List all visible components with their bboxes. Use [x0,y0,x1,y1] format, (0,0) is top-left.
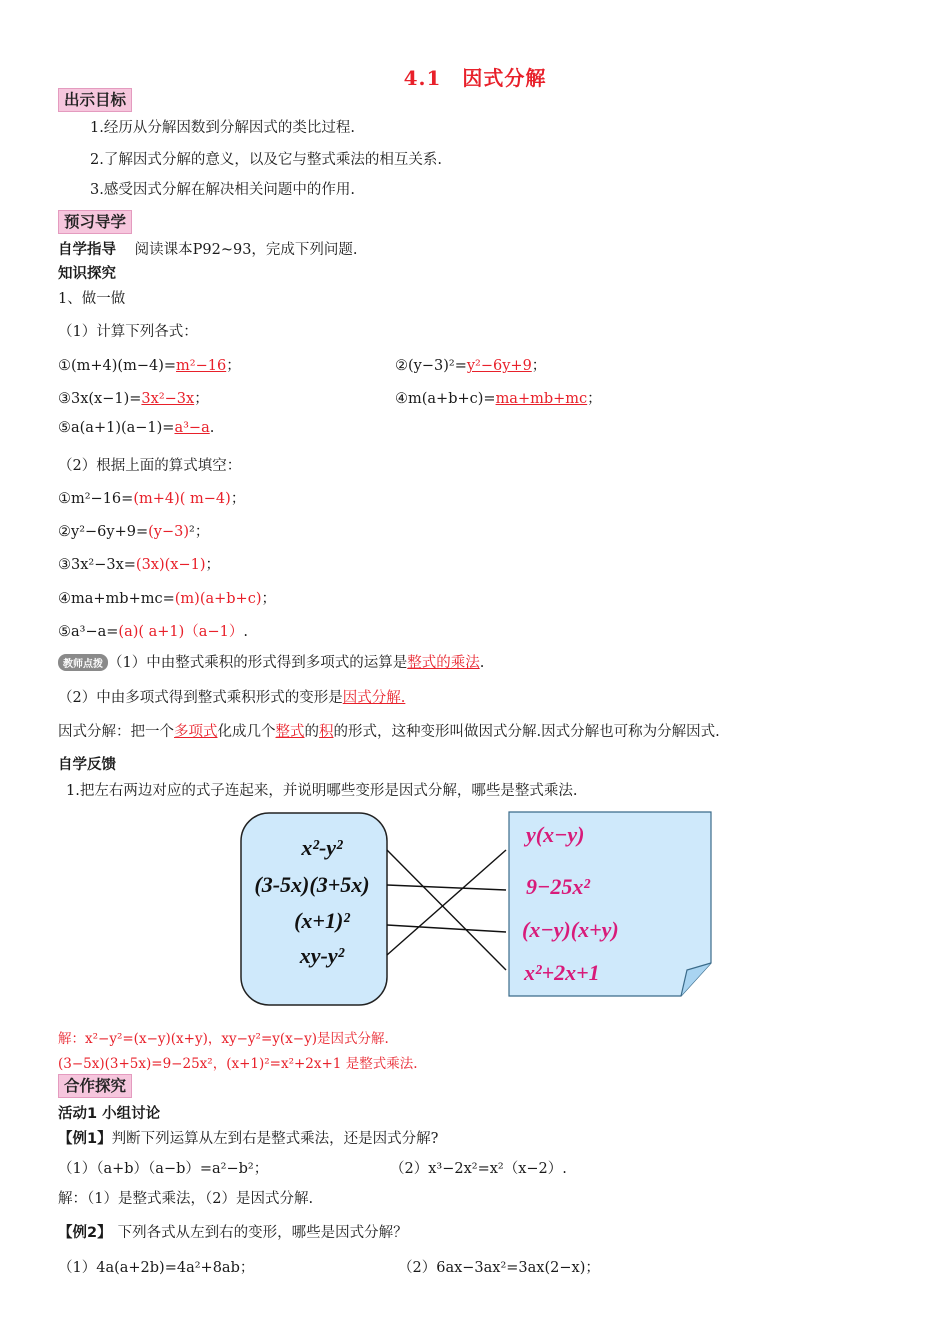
example-1-solution: 解：（1）是整式乘法，（2）是因式分解. [58,1191,314,1207]
question-2: （2）根据上面的算式填空： [58,458,242,474]
activity-title: 活动1 小组讨论 [58,1106,161,1122]
solution-line-2: (3−5x)(3+5x)=9−25x²，(x+1)²=x²+2x+1 是整式乘法. [58,1056,418,1072]
activity-label: 1、做一做 [58,291,126,307]
feedback-label: 自学反馈 [58,757,116,773]
calc-item: ④m(a+b+c)=ma+mb+mc； [395,391,602,407]
right-expr: x²+2x+1 [524,960,600,985]
guide-text: 阅读课本P92~93，完成下列问题. [134,242,358,258]
feedback-question: 1.把左右两边对应的式子连起来，并说明哪些变形是因式分解，哪些是整式乘法. [66,783,578,799]
example-2-a: （1）4a(a+2b)=4a²+8ab； [58,1260,255,1276]
teacher-tip-1: 教师点拨 （1）中由整式乘积的形式得到多项式的运算是整式的乘法. [58,651,484,672]
answer: 3x²−3x [141,391,195,407]
example-1-a: （1）（a+b）（a−b）=a²−b²； [58,1161,269,1177]
match-line [387,885,506,890]
objective-item: 3.感受因式分解在解决相关问题中的作用. [90,182,355,198]
objective-item: 1.经历从分解因数到分解因式的类比过程. [90,120,355,136]
fill-item: ③3x²−3x=(3x)(x−1)； [58,557,221,573]
guide-label: 自学指导 [58,242,116,258]
answer: 因式分解. [342,690,406,706]
fill-item: ⑤a³−a=(a)( a+1)（a−1）. [58,624,248,640]
answer: m²−16 [176,358,227,374]
right-expr: 9−25x² [526,874,590,899]
match-line [387,850,506,955]
teacher-badge: 教师点拨 [58,654,108,671]
fill-item: ④ma+mb+mc=(m)(a+b+c)； [58,591,276,607]
calc-item: ①(m+4)(m−4)=m²−16； [58,358,241,374]
definition: 因式分解：把一个多项式化成几个整式的积的形式，这种变形叫做因式分解.因式分解也可称为分解因式. [58,724,720,740]
teacher-tip-2: （2）中由多项式得到整式乘积形式的变形是因式分解. [58,690,406,706]
right-expr: (x−y)(x+y) [522,917,619,942]
page-title: 4.1 因式分解 [403,66,547,90]
answer: (m+4)( m−4) [133,491,231,507]
answer: (y−3) [148,524,189,540]
section-heading-cooperative: 合作探究 [58,1074,132,1098]
match-line [387,925,506,932]
left-expr: xy-y² [299,943,345,968]
example-label: 【例1】 [58,1131,112,1147]
left-expr: (3-5x)(3+5x) [254,872,370,897]
section-heading-objectives: 出示目标 [58,88,132,112]
solution-line-1: 解：x²−y²=(x−y)(x+y)，xy−y²=y(x−y)是因式分解. [58,1031,389,1047]
example-2: 【例2】 下列各式从左到右的变形，哪些是因式分解？ [58,1225,408,1241]
answer: (a)( a+1)（a−1） [118,624,244,640]
answer: a³−a [174,420,210,436]
answer: (m)(a+b+c) [174,591,262,607]
example-label: 【例2】 [58,1225,112,1241]
objective-item: 2.了解因式分解的意义，以及它与整式乘法的相互关系. [90,152,442,168]
answer: 整式的乘法 [407,655,480,671]
right-expr: y(x−y) [526,822,585,847]
calc-item: ③3x(x−1)=3x²−3x； [58,391,209,407]
example-1-b: （2）x³−2x²=x²（x−2）. [390,1161,567,1177]
left-expr: x²-y² [301,835,343,860]
answer: ma+mb+mc [495,391,588,407]
matching-diagram [240,810,715,1010]
example-2-b: （2）6ax−3ax²=3ax(2−x)； [398,1260,600,1276]
calc-item: ⑤a(a+1)(a−1)=a³−a. [58,420,215,436]
explore-label: 知识探究 [58,266,116,282]
section-heading-preview: 预习导学 [58,210,132,234]
answer: y²−6y+9 [466,358,532,374]
answer: (3x)(x−1) [135,557,206,573]
example-1: 【例1】判断下列运算从左到右是整式乘法，还是因式分解? [58,1131,439,1147]
question-1: （1）计算下列各式： [58,324,198,340]
calc-item: ②(y−3)²=y²−6y+9； [395,358,547,374]
fill-item: ①m²−16=(m+4)( m−4)； [58,491,246,507]
match-line [387,850,506,970]
left-expr: (x+1)² [294,908,350,933]
guide-line [58,238,358,259]
fill-item: ②y²−6y+9=(y−3)²； [58,524,210,540]
